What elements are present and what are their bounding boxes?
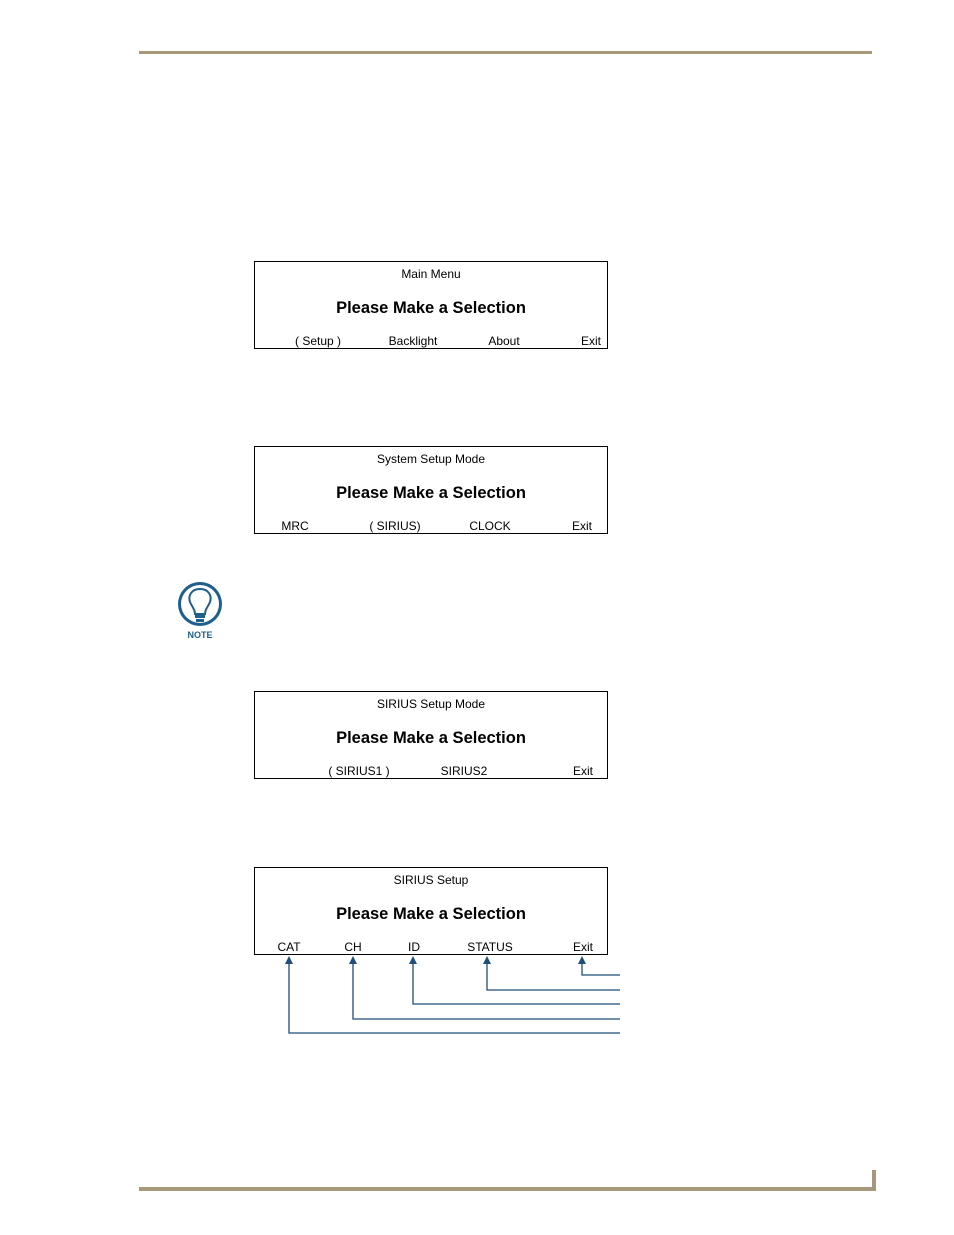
- screen-title: SIRIUS Setup: [393, 873, 469, 887]
- callout-exit: [582, 962, 620, 975]
- option-sirius: ( SIRIUS): [369, 519, 421, 533]
- option-setup: ( Setup ): [294, 334, 342, 348]
- footer-rule-tick: [872, 1170, 876, 1191]
- option-id: ID: [408, 940, 420, 954]
- screen-prompt: Please Make a Selection: [336, 905, 526, 923]
- lcd-screen-system-setup: [254, 446, 608, 534]
- option-sirius2: SIRIUS2: [440, 764, 488, 778]
- option-backlight: Backlight: [388, 334, 438, 348]
- callout-id: [413, 962, 620, 1004]
- screen-prompt: Please Make a Selection: [336, 484, 526, 502]
- arrowhead-ch: [349, 956, 357, 964]
- option-about: About: [488, 334, 520, 348]
- arrowhead-cat: [285, 956, 293, 964]
- arrowhead-status: [483, 956, 491, 964]
- footer-rule: [139, 1187, 876, 1191]
- option-ch: CH: [344, 940, 362, 954]
- option-sirius1: ( SIRIUS1 ): [328, 764, 390, 778]
- lightbulb-icon: [174, 580, 226, 642]
- arrowhead-exit: [578, 956, 586, 964]
- lcd-screen-sirius-setup: [254, 867, 608, 955]
- option-cat: CAT: [277, 940, 301, 954]
- option-mrc: MRC: [281, 519, 309, 533]
- screen-title: SIRIUS Setup Mode: [376, 697, 486, 711]
- option-exit: Exit: [572, 764, 594, 778]
- option-exit: Exit: [572, 940, 594, 954]
- callout-cat: [289, 962, 620, 1033]
- option-exit: Exit: [580, 334, 602, 348]
- callout-status: [487, 962, 620, 990]
- note-label: NOTE: [187, 630, 213, 640]
- screen-prompt: Please Make a Selection: [336, 729, 526, 747]
- option-clock: CLOCK: [469, 519, 511, 533]
- callout-ch: [353, 962, 620, 1019]
- header-rule: [139, 51, 872, 54]
- option-exit: Exit: [571, 519, 593, 533]
- lcd-screen-main-menu: [254, 261, 608, 349]
- arrowhead-id: [409, 956, 417, 964]
- screen-title: System Setup Mode: [376, 452, 486, 466]
- option-status: STATUS: [467, 940, 513, 954]
- screen-title: Main Menu: [401, 267, 461, 281]
- screen-prompt: Please Make a Selection: [336, 299, 526, 317]
- lcd-screen-sirius-setup-mode: [254, 691, 608, 779]
